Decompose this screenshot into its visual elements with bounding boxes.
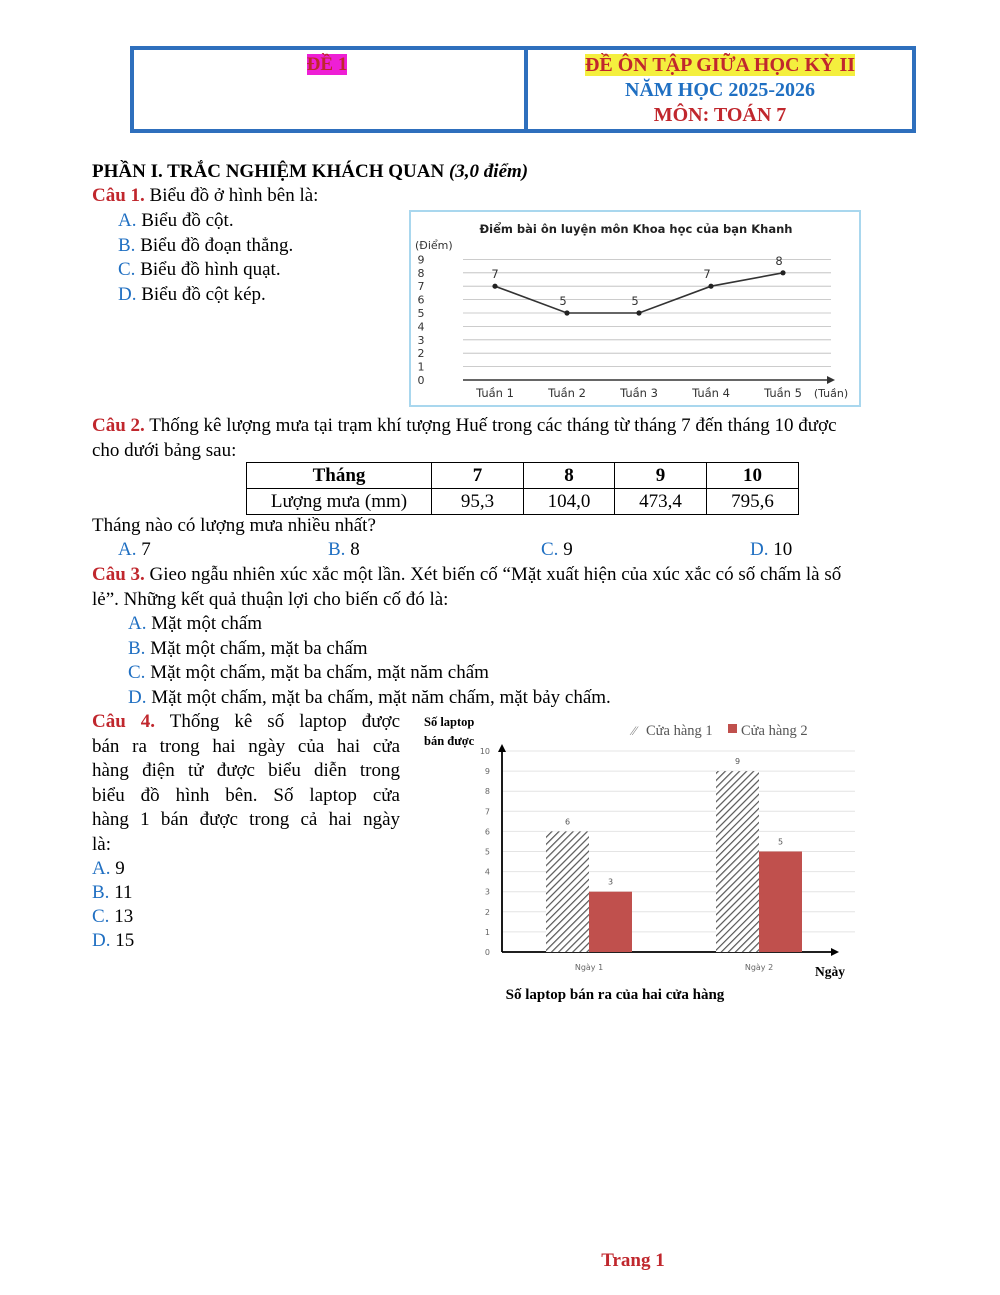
school-year: NĂM HỌC 2025-2026: [625, 79, 815, 101]
y-tick-label: 1: [417, 360, 425, 374]
option-key: C.: [541, 539, 559, 560]
q3-option-c: [128, 661, 489, 685]
y-tick-label: 5: [484, 847, 490, 857]
x-tick-label: Tuần 1: [476, 386, 514, 400]
q1-option-c: [118, 258, 281, 282]
q4-option-b: [92, 881, 132, 905]
option-text: 15: [110, 930, 135, 951]
option-key: A.: [92, 858, 111, 879]
q4-line-1: [92, 710, 400, 734]
q2-question: Tháng nào có lượng mưa nhiều nhất?: [92, 515, 376, 536]
x-axis-label: (Tuần): [813, 387, 849, 400]
q3-option-a: [128, 612, 262, 636]
table-cell: 473,4: [615, 489, 707, 515]
data-label: 7: [703, 267, 711, 282]
line-chart-frame: [409, 210, 861, 407]
data-point: [492, 284, 497, 289]
option-text: Biểu đồ hình quạt.: [135, 259, 281, 280]
option-text: 13: [109, 906, 134, 927]
x-axis-arrow: [831, 948, 839, 956]
table-header-cell: 10: [707, 463, 799, 489]
y-axis-arrow: [498, 744, 506, 752]
table-header-cell: 7: [432, 463, 524, 489]
option-text: Mặt một chấm, mặt ba chấm: [145, 638, 368, 659]
page-number: Trang 1: [601, 1250, 665, 1271]
data-point: [636, 310, 641, 315]
option-key: C.: [118, 259, 136, 280]
data-label: 3: [607, 877, 614, 887]
q2-option-d: [750, 538, 792, 562]
y-tick-label: 6: [484, 827, 490, 837]
data-label: 7: [491, 267, 499, 282]
data-label: 8: [775, 253, 783, 268]
q1-text: Biểu đồ ở hình bên là:: [144, 185, 319, 206]
q4-line-5: hàng 1 bán được trong cả hai ngày: [92, 809, 400, 830]
q4-option-d: [92, 929, 134, 953]
series-line: [495, 273, 783, 313]
q3-text: Gieo ngẫu nhiên xúc xắc một lần. Xét biến cố “Mặt xuất hiện của xúc xắc có số chấm là số: [144, 564, 842, 585]
bar-store-1: [716, 771, 759, 952]
option-text: Biểu đồ cột kép.: [136, 284, 266, 305]
y-tick-label: 8: [417, 266, 425, 280]
q3-option-d: [128, 686, 611, 710]
q1-option-b: [118, 234, 293, 258]
table-cell: 95,3: [432, 489, 524, 515]
q4-line-6: là:: [92, 834, 111, 855]
q4-text: Thống kê số laptop được: [155, 711, 400, 732]
bar-store-1: [546, 831, 589, 952]
option-key: A.: [118, 210, 137, 231]
legend-label: Cửa hàng 2: [741, 723, 808, 739]
option-text: Mặt một chấm: [146, 613, 263, 634]
option-text: 10: [768, 539, 793, 560]
q3-stem-line2: lẻ”. Những kết quả thuận lợi cho biến cố đó là:: [92, 589, 449, 610]
legend-swatch-hatched: ⁄⁄: [632, 723, 637, 738]
q1-label: Câu 1.: [92, 185, 145, 206]
option-key: D.: [128, 687, 147, 708]
bar-store-2: [589, 892, 632, 952]
q4-line-2: bán ra trong hai ngày của hai cửa: [92, 736, 400, 757]
x-tick-label: Tuần 2: [548, 386, 586, 400]
table-row: [247, 489, 799, 515]
y-tick-label: 1: [484, 927, 490, 937]
option-key: A.: [118, 539, 137, 560]
q2-option-c: [541, 538, 573, 562]
y-tick-label: 7: [484, 807, 490, 817]
y-tick-label: 4: [484, 867, 490, 877]
data-point: [564, 310, 569, 315]
option-text: 9: [558, 539, 573, 560]
option-text: 11: [109, 882, 133, 903]
option-text: Mặt một chấm, mặt ba chấm, mặt năm chấm: [145, 662, 489, 683]
part-title-text: PHẦN I. TRẮC NGHIỆM KHÁCH QUAN: [92, 161, 449, 182]
part-title: [92, 160, 528, 184]
q2-text: Thống kê lượng mưa tại trạm khí tượng Huế trong các tháng từ tháng 7 đến tháng 10 được: [144, 415, 837, 436]
y-axis-label: (Điểm): [415, 239, 453, 252]
bar-store-2: [759, 852, 802, 953]
table-header-cell: 8: [524, 463, 615, 489]
option-key: A.: [128, 613, 147, 634]
q2-label: Câu 2.: [92, 415, 145, 436]
q2-stem-line2: cho dưới bảng sau:: [92, 440, 237, 461]
option-text: 9: [110, 858, 125, 879]
subject: MÔN: TOÁN 7: [653, 104, 787, 126]
q4-label: Câu 4.: [92, 711, 156, 732]
option-key: D.: [118, 284, 137, 305]
q2-option-a: [118, 538, 151, 562]
y-tick-label: 2: [484, 907, 490, 917]
q1-option-d: [118, 283, 266, 307]
y-tick-label: 5: [417, 307, 425, 320]
q1-stem: [92, 184, 318, 208]
data-point: [708, 284, 713, 289]
data-label: 9: [734, 757, 741, 767]
legend: [629, 723, 808, 739]
y-tick-label: 7: [417, 280, 425, 294]
x-axis-arrow: [827, 376, 835, 384]
data-label: 5: [631, 294, 639, 308]
option-text: 8: [345, 539, 360, 560]
option-text: Biểu đồ cột.: [136, 210, 234, 231]
option-key: D.: [92, 930, 111, 951]
y-tick-label: 0: [417, 374, 425, 387]
q2-stem: [92, 414, 837, 438]
x-axis-label: Ngày: [815, 964, 845, 979]
y-axis-label: Số laptop: [424, 715, 475, 729]
q2-option-b: [328, 538, 360, 562]
q4-option-a: [92, 857, 125, 881]
option-text: Biểu đồ đoạn thẳng.: [135, 235, 294, 256]
bar-chart: [420, 708, 865, 1008]
y-tick-label: 2: [417, 347, 425, 361]
x-tick-label: Tuần 5: [764, 386, 802, 400]
q4-option-c: [92, 905, 133, 929]
y-tick-label: 0: [484, 948, 490, 957]
data-label: 6: [564, 817, 571, 827]
table-cell: Lượng mưa (mm): [247, 489, 432, 515]
exam-title: ĐỀ ÔN TẬP GIỮA HỌC KỲ II: [584, 54, 856, 76]
x-tick-label: Ngày 1: [574, 963, 604, 972]
y-tick-label: 3: [417, 333, 425, 347]
option-text: Mặt một chấm, mặt ba chấm, mặt năm chấm, mặt bảy chấm.: [146, 687, 611, 708]
q4-line-3: hàng điện tử được biểu diễn trong: [92, 760, 400, 781]
option-key: B.: [128, 638, 146, 659]
option-key: C.: [128, 662, 146, 683]
chart-title: Số laptop bán ra của hai cửa hàng: [505, 987, 725, 1003]
option-text: 7: [136, 539, 151, 560]
q1-option-a: [118, 209, 234, 233]
rainfall-table: [246, 462, 799, 515]
q3-stem: [92, 563, 841, 587]
y-tick-label: 6: [417, 293, 425, 307]
x-tick-label: Ngày 2: [744, 963, 774, 972]
data-label: 5: [559, 294, 567, 308]
y-tick-label: 3: [484, 887, 490, 897]
x-tick-label: Tuần 4: [692, 386, 730, 400]
y-tick-label: 4: [417, 320, 425, 334]
table-cell: 795,6: [707, 489, 799, 515]
option-key: B.: [118, 235, 136, 256]
legend-swatch-red: [728, 724, 737, 733]
y-tick-label: 9: [417, 253, 425, 267]
option-key: D.: [750, 539, 769, 560]
q4-line-4: biểu đồ hình bên. Số laptop cửa: [92, 785, 400, 806]
y-tick-label: 10: [479, 747, 490, 756]
q3-option-b: [128, 637, 368, 661]
data-point: [780, 270, 785, 275]
option-key: B.: [92, 882, 110, 903]
table-header-cell: Tháng: [247, 463, 432, 489]
table-cell: 104,0: [524, 489, 615, 515]
option-key: C.: [92, 906, 110, 927]
table-header-cell: 9: [615, 463, 707, 489]
y-tick-label: 8: [484, 787, 490, 797]
table-row: [247, 463, 799, 489]
part-points: (3,0 điểm): [448, 161, 529, 182]
x-tick-label: Tuần 3: [620, 386, 658, 400]
y-axis-label: bán được: [424, 734, 475, 748]
option-key: B.: [328, 539, 346, 560]
data-label: 5: [777, 837, 784, 847]
legend-label: Cửa hàng 1: [646, 723, 713, 739]
exam-number: ĐỀ 1: [306, 54, 348, 75]
q3-label: Câu 3.: [92, 564, 145, 585]
y-tick-label: 9: [484, 767, 490, 777]
chart-title: Điểm bài ôn luyện môn Khoa học của bạn Khanh: [479, 222, 793, 236]
line-chart: [411, 212, 859, 405]
